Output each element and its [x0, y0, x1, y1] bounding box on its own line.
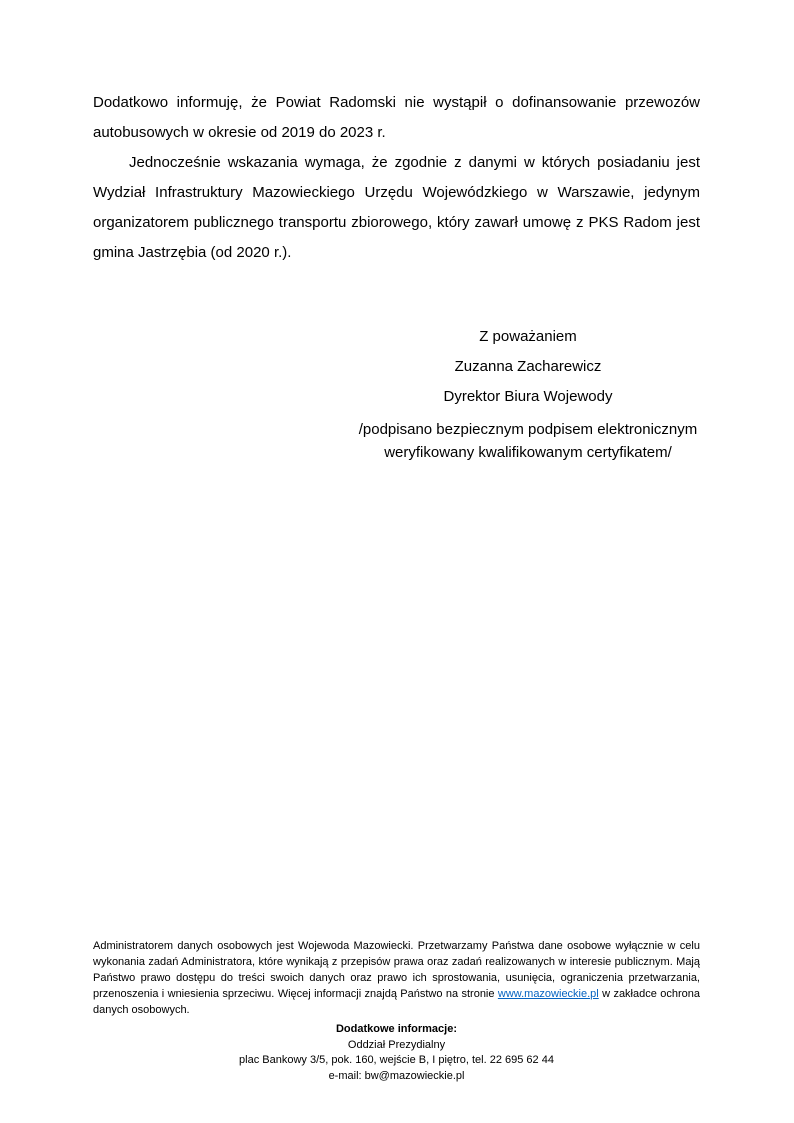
- contact-info-block: [93, 1022, 700, 1084]
- signature-block: [348, 322, 708, 464]
- body-paragraph-2: Jednocześnie wskazania wymaga, że zgodnie z danymi w których posiadaniu jest Wydział Infrastruktury Mazowieckiego Urzędu Wojewódzkiego w Warszawie, jedynym organizatorem publicznego transportu zbiorowego, który zawarł umowę z PKS Radom jest gmina Jastrzębia (od 2020 r.).: [93, 154, 700, 261]
- esignature-note-line1: /podpisano bezpiecznym podpisem elektronicznym: [358, 421, 698, 438]
- department-line: Oddział Prezydialny: [347, 1038, 446, 1051]
- privacy-text-after-link: w zakładce ochrona danych osobowych.: [93, 988, 700, 1016]
- signer-title: Dyrektor Biura Wojewody: [443, 388, 613, 405]
- page-footer: [93, 938, 700, 1084]
- closing-phrase: Z poważaniem: [479, 328, 577, 345]
- body-paragraph-1: Dodatkowo informuję, że Powiat Radomski nie wystąpił o dofinansowanie przewozów autobusowych w okresie od 2019 do 2023 r.: [93, 94, 700, 141]
- additional-info-heading: Dodatkowe informacje:: [335, 1023, 458, 1035]
- privacy-text-before-link: Administratorem danych osobowych jest Wojewoda Mazowiecki. Przetwarzamy Państwa dane osobowe wyłącznie w celu wykonania zadań Administratora, które wynikają z przepisów prawa oraz zadań realizowanych w interesie publicznym. Mają Państwo prawo dostępu do treści swoich danych oraz prawo ich sprostowania, usunięcia, ograniczenia przetwarzania, przenoszenia i wniesienia sprzeciwu. Więcej informacji znajdą Państwo na stronie: [93, 940, 700, 1000]
- privacy-notice: [93, 938, 700, 1018]
- mazowieckie-link[interactable]: www.mazowieckie.pl: [497, 988, 599, 1000]
- email-line: e-mail: bw@mazowieckie.pl: [328, 1069, 465, 1082]
- esignature-note-line2: weryfikowany kwalifikowanym certyfikatem/: [384, 444, 672, 461]
- electronic-signature-note: [348, 418, 708, 464]
- letter-body: [93, 88, 700, 464]
- signer-name: Zuzanna Zacharewicz: [454, 358, 602, 375]
- address-line: plac Bankowy 3/5, pok. 160, wejście B, I piętro, tel. 22 695 62 44: [239, 1054, 554, 1066]
